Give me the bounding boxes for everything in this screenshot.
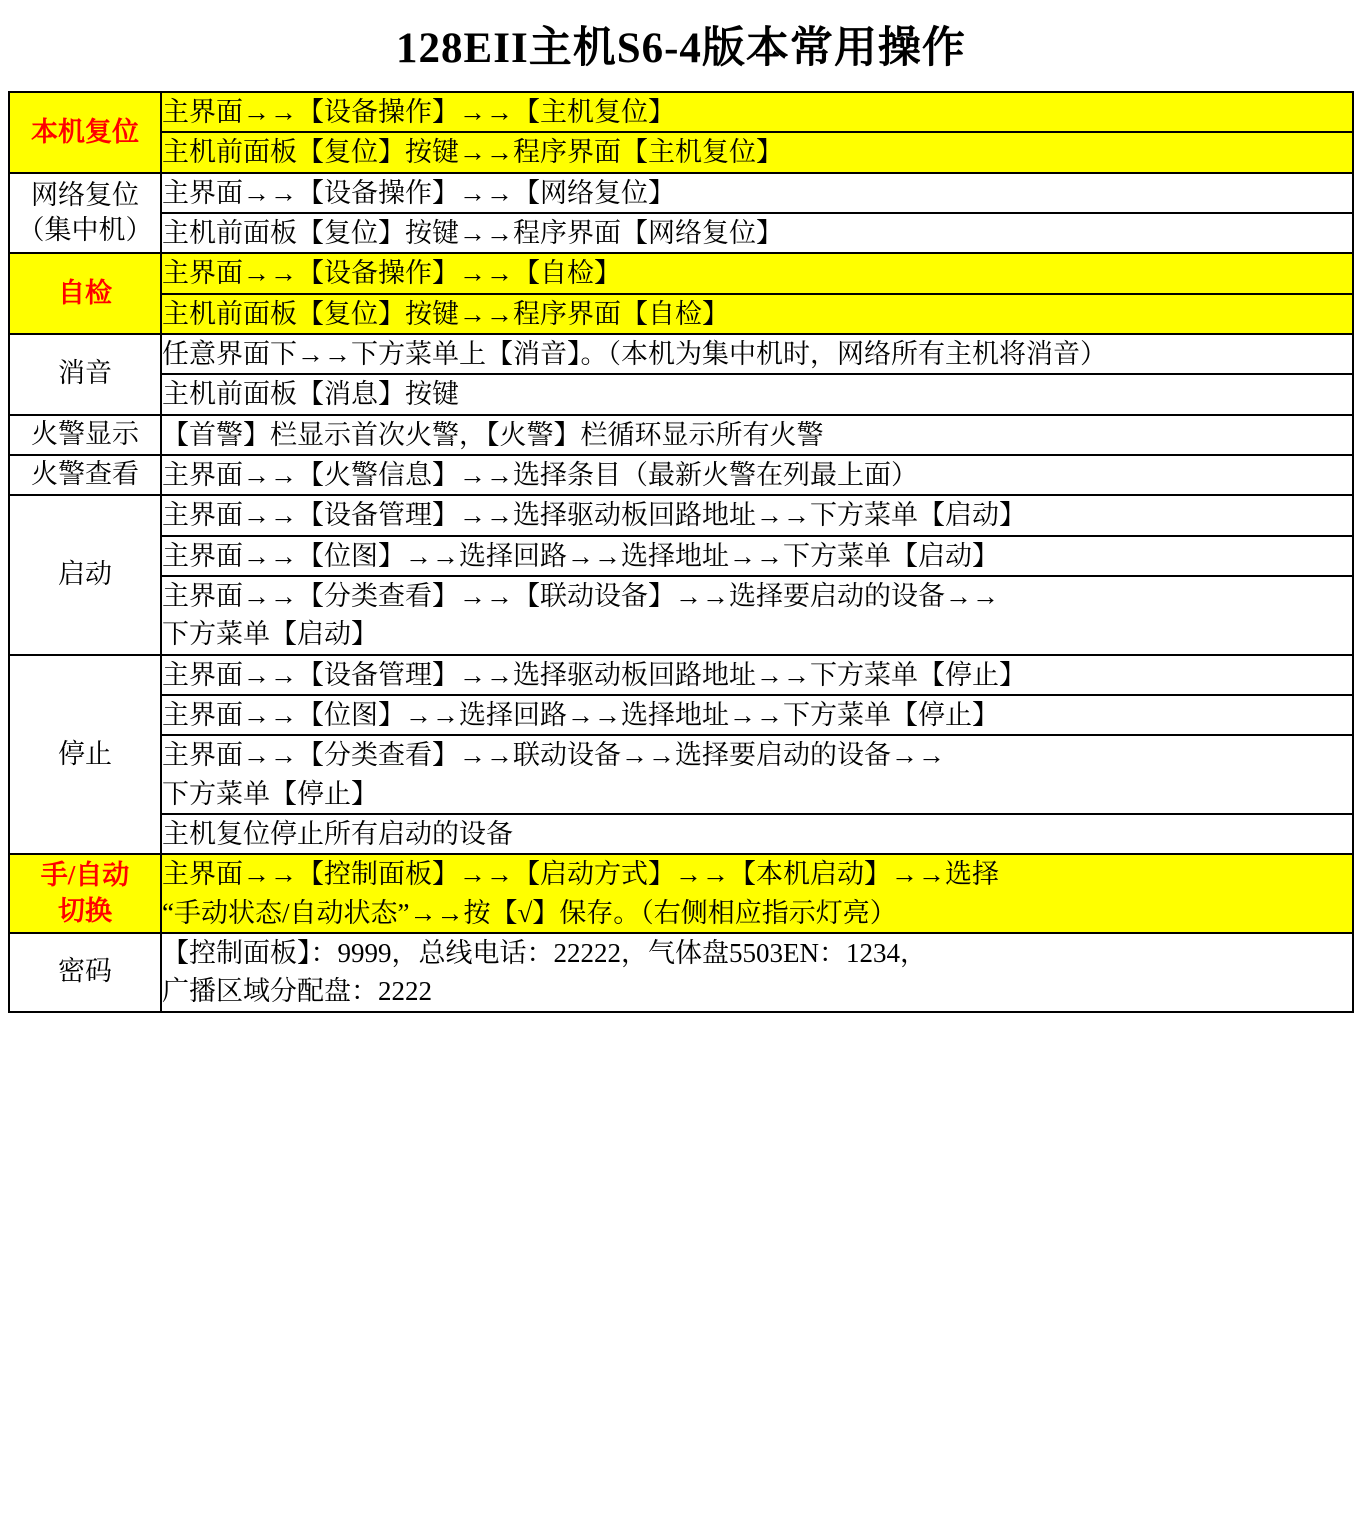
row-step bbox=[161, 415, 1353, 455]
row-label bbox=[9, 92, 161, 173]
table-row bbox=[9, 576, 1353, 655]
row-step-text: 任意界面下→→下方菜单上【消音】。（本机为集中机时，网络所有主机将消音） bbox=[162, 338, 1107, 369]
row-step bbox=[161, 495, 1353, 535]
table-row bbox=[9, 933, 1353, 1012]
row-step bbox=[161, 253, 1353, 293]
table-row bbox=[9, 735, 1353, 814]
row-step-text: 主界面→→【火警信息】→→选择条目（最新火警在列最上面） bbox=[162, 459, 918, 490]
table-row bbox=[9, 213, 1353, 253]
row-step bbox=[161, 695, 1353, 735]
row-label-text: 启动 bbox=[58, 559, 112, 590]
row-step-text: 主界面→→【设备操作】→→【网络复位】 bbox=[162, 177, 675, 208]
row-step-text: 主界面→→【位图】→→选择回路→→选择地址→→下方菜单【启动】 bbox=[162, 540, 999, 571]
row-step-text: 主界面→→【分类查看】→→联动设备→→选择要启动的设备→→ 下方菜单【停止】 bbox=[162, 740, 945, 809]
row-label-text: 消音 bbox=[58, 358, 112, 389]
row-step bbox=[161, 132, 1353, 172]
table-body bbox=[9, 92, 1353, 1012]
table-row bbox=[9, 655, 1353, 695]
table-row bbox=[9, 374, 1353, 414]
row-label-text: 停止 bbox=[58, 738, 112, 769]
row-label bbox=[9, 334, 161, 415]
row-label-text: 本机复位 bbox=[31, 116, 139, 147]
row-step-text: 【控制面板】：9999，总线电话：22222，气体盘5503EN：1234， 广播区域分配盘：2222 bbox=[162, 937, 927, 1007]
operations-table bbox=[8, 91, 1354, 1013]
row-label-text: 密码 bbox=[58, 956, 112, 987]
table-row bbox=[9, 294, 1353, 334]
row-step bbox=[161, 536, 1353, 576]
row-step bbox=[161, 173, 1353, 213]
row-label bbox=[9, 253, 161, 334]
table-row bbox=[9, 92, 1353, 132]
row-label bbox=[9, 415, 161, 455]
row-label bbox=[9, 655, 161, 855]
row-step bbox=[161, 92, 1353, 132]
row-step-text: 主界面→→【设备管理】→→选择驱动板回路地址→→下方菜单【启动】 bbox=[162, 500, 1026, 531]
row-step bbox=[161, 854, 1353, 933]
row-step-text: 主界面→→【控制面板】→→【启动方式】→→【本机启动】→→选择 “手动状态/自动状态”→→按【√】保存。（右侧相应指示灯亮） bbox=[162, 859, 999, 928]
table-row bbox=[9, 253, 1353, 293]
row-step bbox=[161, 455, 1353, 495]
row-step bbox=[161, 374, 1353, 414]
page-title: 128EII主机S6-4版本常用操作 bbox=[396, 25, 966, 72]
row-step bbox=[161, 334, 1353, 374]
table-row bbox=[9, 495, 1353, 535]
table-row bbox=[9, 455, 1353, 495]
row-step bbox=[161, 213, 1353, 253]
table-row bbox=[9, 695, 1353, 735]
table-row bbox=[9, 536, 1353, 576]
table-row bbox=[9, 415, 1353, 455]
row-step bbox=[161, 735, 1353, 814]
row-step bbox=[161, 933, 1353, 1012]
row-step-text: 主界面→→【分类查看】→→【联动设备】→→选择要启动的设备→→ 下方菜单【启动】 bbox=[162, 580, 999, 650]
row-step-text: 主机复位停止所有启动的设备 bbox=[162, 818, 513, 849]
row-label bbox=[9, 173, 161, 254]
row-label bbox=[9, 495, 161, 654]
row-step-text: 主界面→→【设备操作】→→【主机复位】 bbox=[162, 97, 675, 127]
row-step-text: 主机前面板【复位】按键→→程序界面【自检】 bbox=[162, 298, 729, 329]
row-step-text: 主机前面板【复位】按键→→程序界面【网络复位】 bbox=[162, 217, 783, 248]
row-step-text: 主机前面板【消息】按键 bbox=[162, 379, 459, 410]
table-row bbox=[9, 854, 1353, 933]
row-label-text: 自检 bbox=[58, 277, 112, 308]
table-row bbox=[9, 814, 1353, 854]
row-label-text: 火警显示 bbox=[31, 418, 139, 449]
row-label bbox=[9, 854, 161, 933]
row-step-text: 主界面→→【设备管理】→→选择驱动板回路地址→→下方菜单【停止】 bbox=[162, 659, 1026, 690]
row-step-text: 主界面→→【位图】→→选择回路→→选择地址→→下方菜单【停止】 bbox=[162, 699, 999, 730]
row-step bbox=[161, 814, 1353, 854]
row-label-text: 网络复位 （集中机） bbox=[17, 179, 153, 245]
table-row bbox=[9, 334, 1353, 374]
table-row bbox=[9, 132, 1353, 172]
row-label bbox=[9, 933, 161, 1012]
row-label bbox=[9, 455, 161, 495]
row-step-text: 【首警】栏显示首次火警，【火警】栏循环显示所有火警 bbox=[162, 419, 824, 450]
row-step bbox=[161, 576, 1353, 655]
row-step bbox=[161, 294, 1353, 334]
row-step-text: 主机前面板【复位】按键→→程序界面【主机复位】 bbox=[162, 137, 783, 168]
row-step bbox=[161, 655, 1353, 695]
row-step-text: 主界面→→【设备操作】→→【自检】 bbox=[162, 258, 621, 289]
row-label-text: 火警查看 bbox=[31, 459, 139, 490]
table-row bbox=[9, 173, 1353, 213]
row-label-text: 手/自动 切换 bbox=[40, 860, 130, 926]
